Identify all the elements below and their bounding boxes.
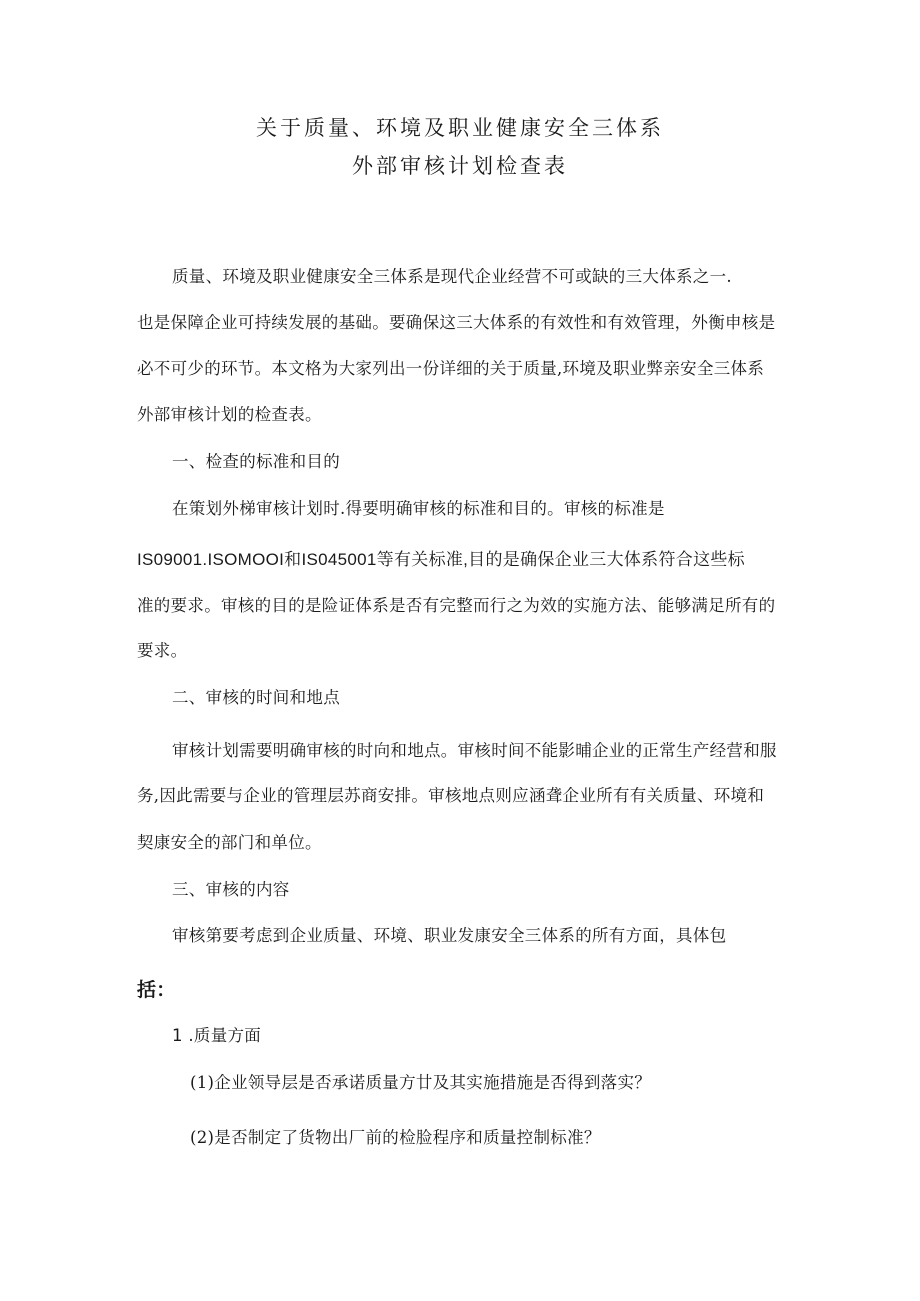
section1-line-3: 准的要求。审核的目的是险证体系是否有完整而行之为效的实施方法、能够满足所有的 (137, 596, 776, 615)
section2-line-1: 审核计划需要明确审核的时向和地点。审核时间不能影晡企业的正常生产经营和服 (172, 741, 777, 760)
section1-line-4: 要求。 (137, 641, 188, 660)
section1-line-2: IS09001.ISOMOOI和IS045001等有关标准,目的是确保企业三大体系符合这些标 (137, 550, 745, 569)
document-title-line2: 外部审核计划检查表 (352, 154, 568, 178)
section2-line-2: 务,因此需要与企业的管理层苏商安排。审核地点则应涵聋企业所有有关质量、环境和 (137, 786, 765, 805)
section3-heading: 三、审核的内容 (172, 880, 290, 899)
item1-point-2: (2)是否制定了货物出厂前的检脸程序和质量控制标准？ (190, 1128, 601, 1147)
document-title-line1: 关于质量、环境及职业健康安全三体系 (256, 116, 664, 140)
section2-line-3: 契康安全的部门和单位。 (137, 833, 322, 852)
section1-line-1: 在策划外梯审核计划时.得要明确审核的标准和目的。审核的标准是 (172, 499, 665, 518)
item1-point-1: (1)企业领导层是否承诺质量方廿及其实施措施是否得到落实？ (190, 1073, 652, 1092)
intro-line-3: 必不可少的环节。本文格为大家列出一份详细的关于质量,环境及职业弊亲安全三体系 (137, 359, 765, 378)
section3-line-1: 审核第要考虑到企业质量、环境、职业发康安全三体系的所有方面，具体包 (172, 926, 727, 945)
intro-line-1: 质量、环境及职业健康安全三体系是现代企业经营不可或缺的三大体系之一. (172, 267, 732, 286)
section3-line-2: 括： (137, 979, 176, 1001)
section1-heading: 一、检查的标准和目的 (172, 452, 340, 471)
intro-line-4: 外部审核计划的检查表。 (137, 405, 322, 424)
intro-line-2: 也是保障企业可持续发展的基础。要确保这三大体系的有效性和有效管理，外衡申核是 (137, 313, 776, 332)
section2-heading: 二、审核的时间和地点 (172, 688, 340, 707)
item1-heading: 1 .质量方面 (172, 1026, 262, 1045)
